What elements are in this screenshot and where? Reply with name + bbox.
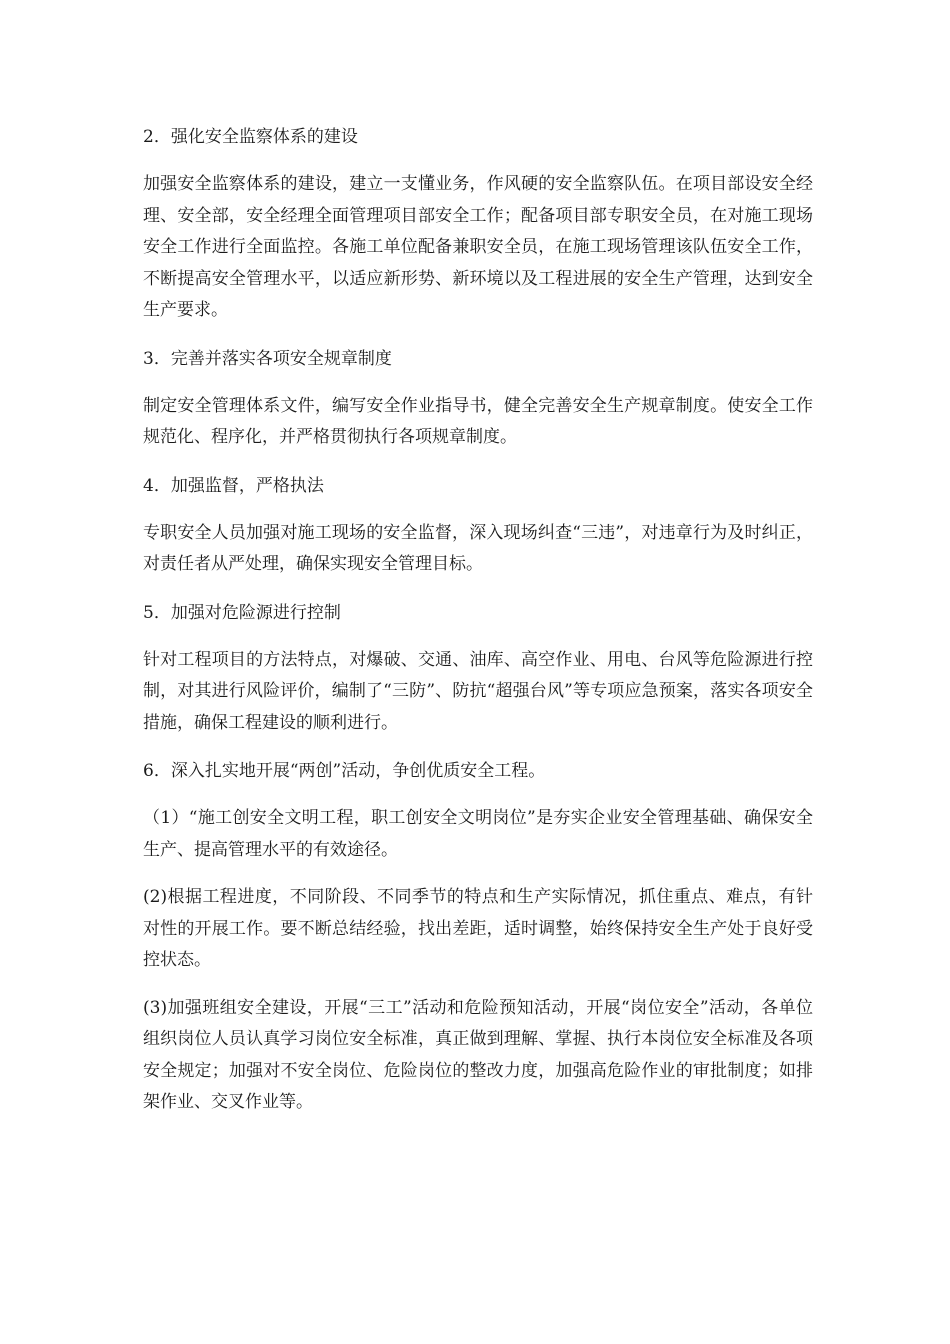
paragraph: 专职安全人员加强对施工现场的安全监督，深入现场纠查“三违”，对违章行为及时纠正，对责任者从严处理，确保实现安全管理目标。 <box>143 522 813 574</box>
paragraph: (2)根据工程进度，不同阶段、不同季节的特点和生产实际情况，抓住重点、难点，有针对性的开展工作。要不断总结经验，找出差距，适时调整，始终保持安全生产处于良好受控状态。 <box>143 887 813 970</box>
paragraph: 制定安全管理体系文件，编写安全作业指导书，健全完善安全生产规章制度。使安全工作规范化、程序化，并严格贯彻执行各项规章制度。 <box>143 395 813 447</box>
section-heading: 4．加强监督，严格执法 <box>143 475 324 496</box>
paragraph: （1）“施工创安全文明工程，职工创安全文明岗位”是夯实企业安全管理基础、确保安全生产、提高管理水平的有效途径。 <box>143 808 813 860</box>
section-heading: 2．强化安全监察体系的建设 <box>143 127 358 147</box>
paragraph: 加强安全监察体系的建设，建立一支懂业务，作风硬的安全监察队伍。在项目部设安全经理、安全部，安全经理全面管理项目部安全工作；配备项目部专职安全员，在对施工现场安全工作进行全面监控。各施工单位配备兼职安全员，在施工现场管理该队伍安全工作，不断提高安全管理水平，以适应新形势、新环境以及工程进展的安全生产管理，达到安全生产要求。 <box>143 174 813 320</box>
section-heading: 3．完善并落实各项安全规章制度 <box>143 348 392 369</box>
paragraph: (3)加强班组安全建设，开展“三工”活动和危险预知活动，开展“岗位安全”活动，各单位组织岗位人员认真学习岗位安全标准，真正做到理解、掌握、执行本岗位安全标准及各项安全规定；加强对不安全岗位、危险岗位的整改力度，加强高危险作业的审批制度；如排架作业、交叉作业等。 <box>143 997 813 1112</box>
section-heading: 5．加强对危险源进行控制 <box>143 602 341 623</box>
document-page <box>143 121 813 1135</box>
section-heading: 6．深入扎实地开展“两创”活动，争创优质安全工程。 <box>143 761 546 781</box>
paragraph: 针对工程项目的方法特点，对爆破、交通、油库、高空作业、用电、台风等危险源进行控制，对其进行风险评价，编制了“三防”、防抗“超强台风”等专项应急预案，落实各项安全措施，确保工程建设的顺利进行。 <box>143 649 813 733</box>
